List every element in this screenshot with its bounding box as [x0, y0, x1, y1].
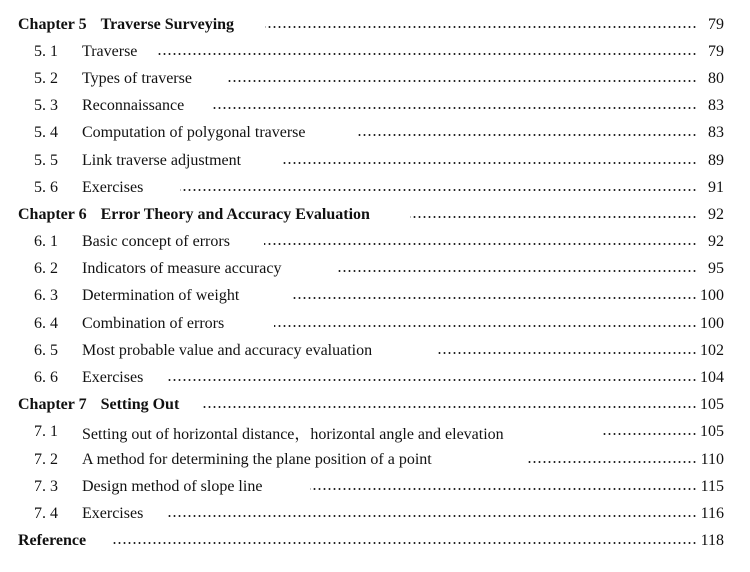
section-number: 6. 1	[34, 233, 58, 251]
dot-leader	[202, 406, 697, 408]
page-number: 102	[700, 341, 724, 359]
entry-lead	[18, 16, 234, 34]
toc-section-entry[interactable]	[0, 174, 750, 201]
dot-leader	[274, 325, 697, 327]
chapter-title: Error Theory and Accuracy Evaluation	[100, 205, 370, 223]
entry-lead	[34, 233, 230, 251]
section-title: Indicators of measure accuracy	[82, 260, 282, 278]
entry-lead	[34, 421, 504, 444]
section-number: 7. 4	[34, 504, 58, 522]
page-number: 89	[708, 151, 724, 169]
entry-lead	[18, 206, 370, 224]
section-number: 7. 3	[34, 477, 58, 495]
page-number: 105	[700, 396, 724, 414]
section-title: Types of traverse	[82, 69, 192, 87]
toc-section-entry[interactable]	[0, 93, 750, 120]
chapter-number: Chapter 6	[18, 205, 87, 223]
page-number: 80	[708, 69, 724, 87]
toc-section-entry[interactable]	[0, 120, 750, 147]
dot-leader	[180, 189, 697, 191]
page-number: 110	[700, 450, 724, 468]
section-title: Most probable value and accuracy evaluation	[82, 341, 373, 359]
section-title: Link traverse adjustment	[82, 151, 242, 169]
table-of-contents	[0, 11, 750, 555]
dot-leader	[265, 26, 697, 28]
dot-leader	[437, 352, 697, 354]
chapter-title: Traverse Surveying	[100, 15, 235, 33]
page-number: 100	[700, 287, 724, 305]
entry-lead	[34, 97, 184, 115]
toc-section-entry[interactable]	[0, 310, 750, 337]
toc-section-entry[interactable]	[0, 473, 750, 500]
section-title: Traverse	[82, 42, 138, 60]
section-number: 5. 2	[34, 69, 58, 87]
page-number: 83	[708, 124, 724, 142]
page-number: 83	[708, 97, 724, 115]
section-number: 5. 1	[34, 42, 58, 60]
section-number: 6. 2	[34, 260, 58, 278]
dot-leader	[282, 162, 697, 164]
dot-leader	[166, 515, 697, 517]
section-number: 5. 6	[34, 178, 58, 196]
section-title: Exercises	[82, 369, 144, 387]
entry-lead	[18, 532, 86, 550]
page-number: 115	[700, 477, 724, 495]
page-number: 92	[708, 205, 724, 223]
toc-section-entry[interactable]	[0, 337, 750, 364]
toc-section-entry[interactable]	[0, 38, 750, 65]
section-title: Computation of polygonal traverse	[82, 124, 306, 142]
toc-section-entry[interactable]	[0, 419, 750, 446]
entry-lead	[34, 478, 262, 496]
section-number: 5. 3	[34, 97, 58, 115]
section-title: Setting out of horizontal distance，horizontal angle and elevation	[82, 425, 504, 443]
section-number: 6. 5	[34, 341, 58, 359]
entry-lead	[34, 70, 192, 88]
entry-lead	[18, 396, 179, 414]
page-number: 92	[708, 233, 724, 251]
chapter-number: Chapter 7	[18, 396, 87, 414]
dot-leader	[166, 379, 697, 381]
dot-leader	[528, 461, 697, 463]
section-title: Design method of slope line	[82, 477, 263, 495]
section-number: 7. 1	[34, 423, 58, 441]
entry-lead	[34, 451, 432, 469]
section-title: Reconnaissance	[82, 97, 185, 115]
section-title: Combination of errors	[82, 314, 225, 332]
chapter-title: Setting Out	[100, 396, 180, 414]
entry-lead	[34, 287, 239, 305]
dot-leader	[112, 542, 697, 544]
toc-chapter-entry[interactable]	[0, 11, 750, 38]
dot-leader	[228, 80, 697, 82]
entry-lead	[34, 260, 281, 278]
chapter-number: Chapter 5	[18, 15, 87, 33]
toc-section-entry[interactable]	[0, 229, 750, 256]
page-number: 116	[700, 504, 724, 522]
page-number: 91	[708, 178, 724, 196]
reference-title: Reference	[18, 532, 87, 550]
section-title: Exercises	[82, 178, 144, 196]
page-number: 105	[700, 423, 724, 441]
toc-section-entry[interactable]	[0, 500, 750, 527]
toc-section-entry[interactable]	[0, 283, 750, 310]
toc-section-entry[interactable]	[0, 446, 750, 473]
dot-leader	[156, 53, 697, 55]
dot-leader	[264, 243, 697, 245]
section-number: 5. 4	[34, 124, 58, 142]
entry-lead	[34, 369, 143, 387]
entry-lead	[34, 124, 306, 142]
page-number: 95	[708, 260, 724, 278]
toc-section-entry[interactable]	[0, 147, 750, 174]
entry-lead	[34, 315, 224, 333]
section-title: A method for determining the plane position of a point	[82, 450, 432, 468]
section-title: Basic concept of errors	[82, 233, 230, 251]
entry-lead	[34, 342, 372, 360]
dot-leader	[212, 107, 697, 109]
section-title: Exercises	[82, 504, 144, 522]
section-number: 6. 4	[34, 314, 58, 332]
dot-leader	[292, 297, 697, 299]
page-number: 79	[708, 15, 724, 33]
section-number: 5. 5	[34, 151, 58, 169]
toc-chapter-entry[interactable]	[0, 392, 750, 419]
dot-leader	[356, 134, 697, 136]
entry-lead	[34, 43, 137, 61]
toc-section-entry[interactable]	[0, 65, 750, 92]
section-number: 7. 2	[34, 450, 58, 468]
entry-lead	[34, 505, 143, 523]
section-number: 6. 3	[34, 287, 58, 305]
dot-leader	[338, 270, 697, 272]
section-title: Determination of weight	[82, 287, 240, 305]
dot-leader	[601, 433, 697, 435]
toc-chapter-entry[interactable]	[0, 201, 750, 228]
dot-leader	[310, 488, 697, 490]
page-number: 79	[708, 42, 724, 60]
section-number: 6. 6	[34, 369, 58, 387]
toc-reference-entry[interactable]	[0, 528, 750, 555]
page-number: 100	[700, 314, 724, 332]
toc-section-entry[interactable]	[0, 256, 750, 283]
page-number: 104	[700, 369, 724, 387]
entry-lead	[34, 179, 143, 197]
dot-leader	[410, 216, 697, 218]
entry-lead	[34, 152, 241, 170]
toc-section-entry[interactable]	[0, 364, 750, 391]
page-number: 118	[700, 532, 724, 550]
